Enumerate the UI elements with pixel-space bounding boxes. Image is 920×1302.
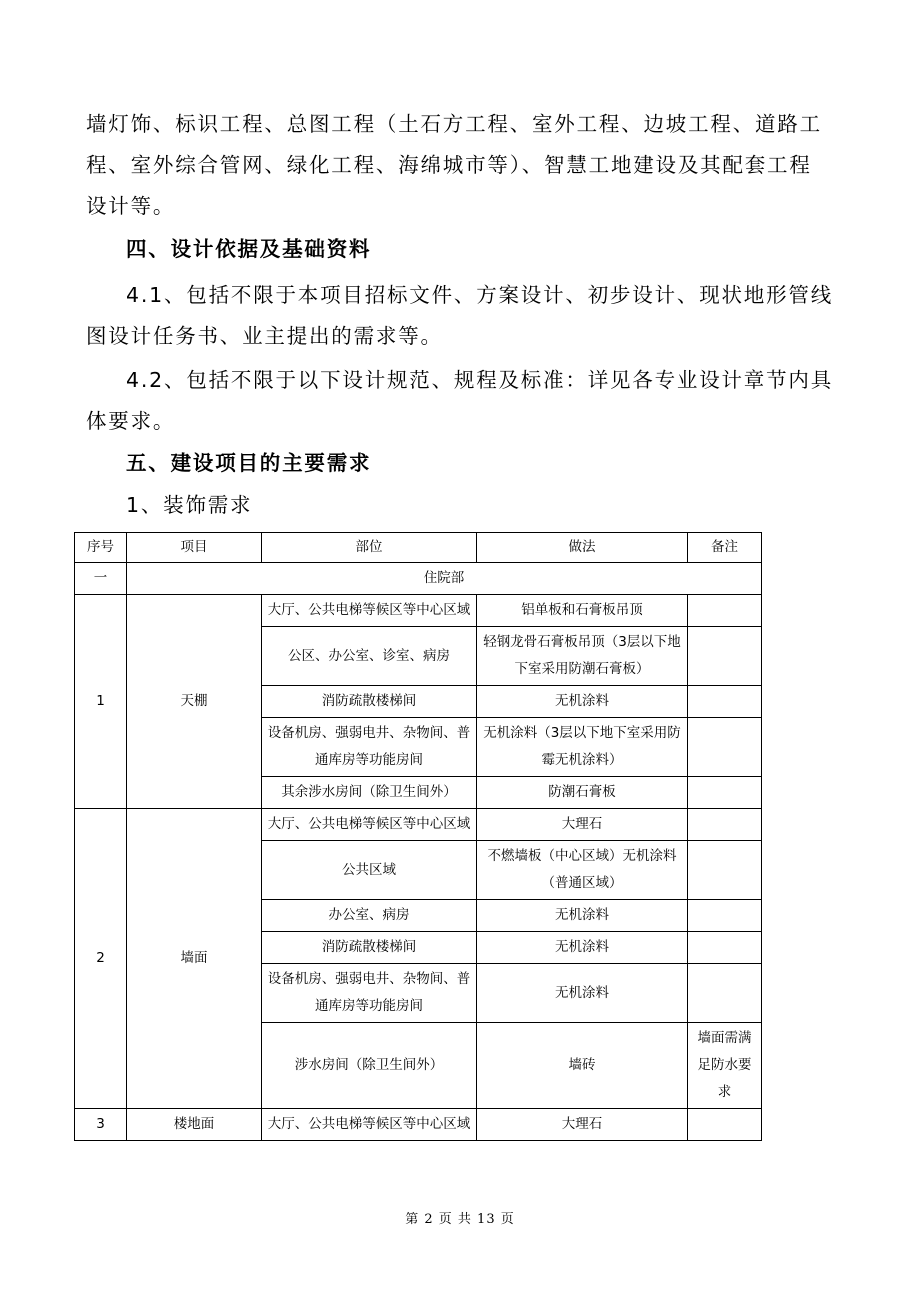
row-part: 其余涉水房间（除卫生间外） [262,777,477,809]
row-number: 2 [75,809,127,1109]
row-note [688,809,762,841]
subsection-heading: 1、装饰需求 [126,493,253,517]
table-header-row [75,533,762,563]
text-line: 程、室外综合管网、绿化工程、海绵城市等）、智慧工地建设及其配套工程 [86,153,812,177]
row-method: 大理石 [477,1109,688,1141]
row-note [688,1109,762,1141]
row-part: 大厅、公共电梯等候区等中心区域 [262,595,477,627]
intro-paragraph [86,104,822,227]
page-footer: 第 2 页 共 13 页 [405,1212,515,1227]
row-note [688,627,762,686]
row-part: 设备机房、强弱电井、杂物间、普通库房等功能房间 [262,964,477,1023]
decoration-requirements-table [74,532,762,1141]
row-note [688,686,762,718]
row-part: 公区、办公室、诊室、病房 [262,627,477,686]
table-row [75,809,762,841]
row-method: 轻钢龙骨石膏板吊顶（3层以下地下室采用防潮石膏板） [477,627,688,686]
row-method: 无机涂料 [477,964,688,1023]
text-line: 设计等。 [86,194,176,218]
column-header: 项目 [127,533,262,563]
row-note [688,841,762,900]
row-part: 公共区域 [262,841,477,900]
row-note [688,718,762,777]
row-item: 天棚 [127,595,262,809]
row-method: 无机涂料 [477,686,688,718]
section-4-paragraph-1 [86,275,833,357]
text-line: 墙灯饰、标识工程、总图工程（土石方工程、室外工程、边坡工程、道路工 [86,112,822,136]
row-part: 大厅、公共电梯等候区等中心区域 [262,1109,477,1141]
row-note [688,932,762,964]
row-method: 无机涂料 [477,932,688,964]
table-row [75,1109,762,1141]
section-row [75,563,762,595]
text-line: 体要求。 [86,409,176,433]
row-part: 涉水房间（除卫生间外） [262,1023,477,1109]
section-number: 一 [75,563,127,595]
table-row [75,595,762,627]
row-part: 消防疏散楼梯间 [262,932,477,964]
row-number: 1 [75,595,127,809]
column-header: 备注 [688,533,762,563]
row-note [688,777,762,809]
row-item: 墙面 [127,809,262,1109]
section-4-heading: 四、设计依据及基础资料 [126,237,372,261]
row-item: 楼地面 [127,1109,262,1141]
row-part: 办公室、病房 [262,900,477,932]
row-method: 防潮石膏板 [477,777,688,809]
text-line: 4.2、包括不限于以下设计规范、规程及标准：详见各专业设计章节内具 [126,368,833,392]
row-number: 3 [75,1109,127,1141]
row-note [688,964,762,1023]
text-line: 图设计任务书、业主提出的需求等。 [86,324,443,348]
row-note: 墙面需满足防水要求 [688,1023,762,1109]
row-method: 墙砖 [477,1023,688,1109]
section-4-paragraph-2 [86,360,833,442]
row-method: 大理石 [477,809,688,841]
row-method: 无机涂料 [477,900,688,932]
column-header: 部位 [262,533,477,563]
row-method: 无机涂料（3层以下地下室采用防霉无机涂料） [477,718,688,777]
section-name: 住院部 [127,563,762,595]
row-note [688,900,762,932]
row-method: 不燃墙板（中心区域）无机涂料（普通区域） [477,841,688,900]
column-header: 序号 [75,533,127,563]
row-part: 大厅、公共电梯等候区等中心区域 [262,809,477,841]
row-part: 消防疏散楼梯间 [262,686,477,718]
column-header: 做法 [477,533,688,563]
text-line: 4.1、包括不限于本项目招标文件、方案设计、初步设计、现状地形管线 [126,283,833,307]
row-part: 设备机房、强弱电井、杂物间、普通库房等功能房间 [262,718,477,777]
section-5-heading: 五、建设项目的主要需求 [126,451,372,475]
row-note [688,595,762,627]
row-method: 铝单板和石膏板吊顶 [477,595,688,627]
